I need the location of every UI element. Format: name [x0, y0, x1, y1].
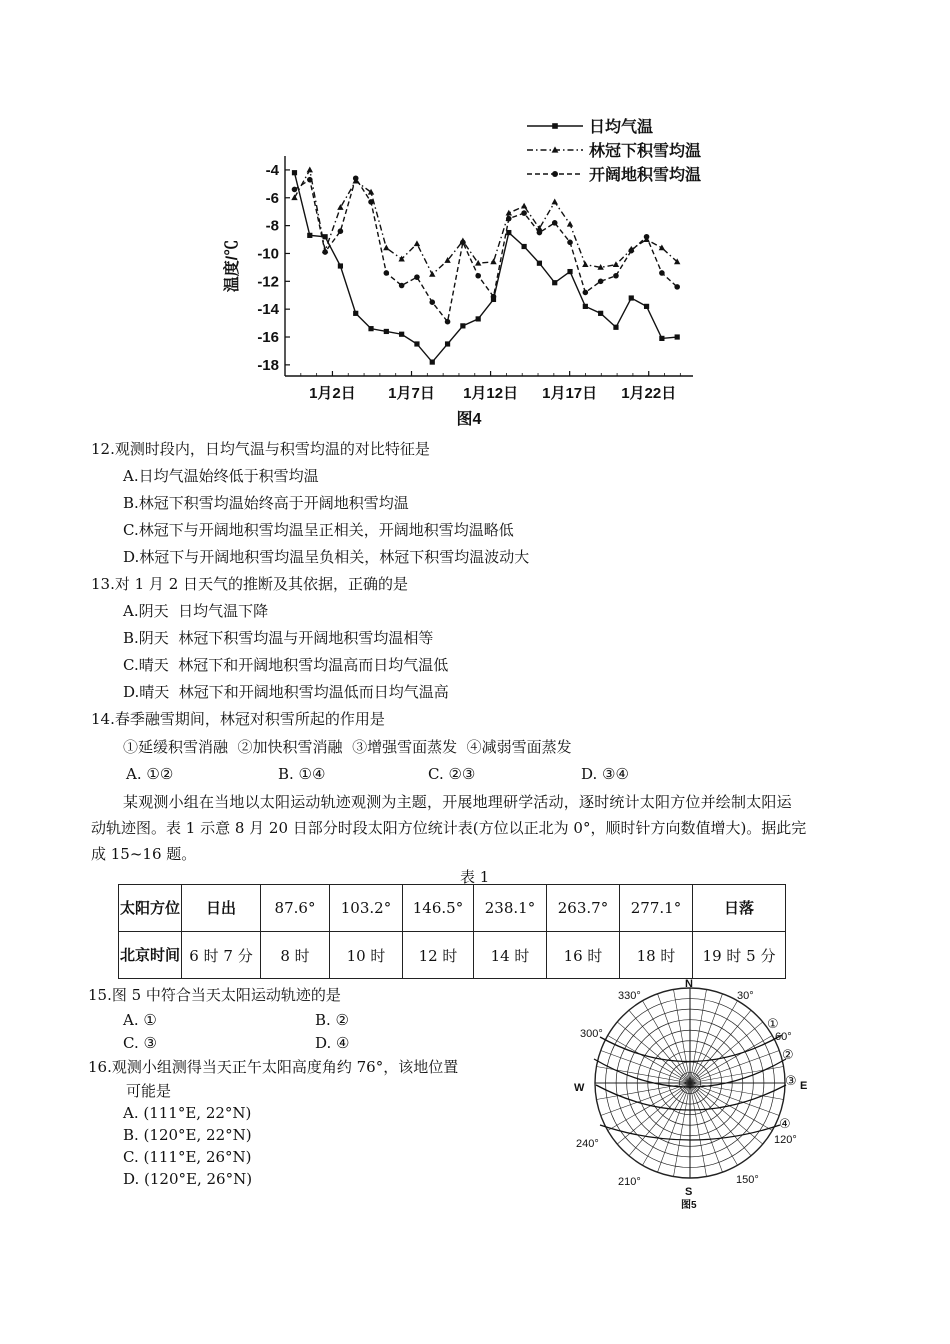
y-tick-label: -14 [257, 301, 279, 319]
legend-marker [552, 123, 558, 129]
data-point [292, 187, 298, 193]
table-cell: 日落 [693, 885, 786, 932]
fig5-label-150: 150° [736, 1174, 759, 1186]
q13-option-d: D.晴天 林冠下和开阔地积雪均温低而日均气温高 [123, 683, 449, 701]
y-tick-label: -16 [257, 329, 279, 347]
data-point [537, 230, 543, 236]
data-point [307, 167, 313, 173]
data-point [291, 194, 297, 200]
data-point [445, 319, 451, 325]
data-point [537, 261, 542, 266]
q15-option-a: A. ① [123, 1011, 157, 1029]
series-line-2 [294, 170, 677, 274]
data-point [552, 280, 557, 285]
table-cell: 6 时 7 分 [182, 932, 261, 979]
data-point [476, 316, 481, 321]
x-tick-label: 1月7日 [388, 385, 435, 402]
q13-stem: 13.对 1 月 2 日天气的推断及其依据，正确的是 [91, 575, 409, 593]
q14-option-d: D. ③④ [581, 765, 629, 783]
q15-option-b: B. ② [315, 1011, 350, 1029]
y-tick-label: -10 [257, 245, 279, 263]
data-point [445, 341, 450, 346]
data-point [598, 311, 603, 316]
legend-label: 日均气温 [589, 119, 654, 136]
x-tick-label: 1月17日 [542, 385, 598, 402]
fig5-track-label-1: ① [767, 1017, 779, 1032]
q15-option-c: C. ③ [123, 1034, 157, 1052]
data-point [521, 210, 527, 216]
table1 [118, 884, 786, 979]
table-cell: 8 时 [261, 932, 330, 979]
data-point [323, 234, 328, 239]
data-point [582, 261, 588, 267]
fig5-label-210: 210° [618, 1176, 641, 1188]
y-tick-label: -8 [265, 217, 279, 235]
data-point [506, 210, 512, 216]
data-point [307, 177, 313, 183]
table-cell: 87.6° [261, 885, 330, 932]
q16-option-c: C. (111°E, 26°N) [123, 1148, 252, 1166]
table1-caption: 表 1 [460, 868, 490, 886]
data-point [628, 248, 634, 254]
figure5-sun-path-diagram [560, 975, 820, 1215]
data-point [490, 258, 496, 264]
data-point [659, 270, 665, 276]
y-axis-label: 温度/℃ [224, 239, 241, 293]
data-point [414, 341, 419, 346]
data-point [460, 240, 466, 246]
legend-marker [552, 171, 558, 177]
table-cell: 19 时 5 分 [693, 932, 786, 979]
y-tick-label: -12 [257, 273, 279, 291]
fig5-label-n: N [685, 978, 693, 990]
data-point [613, 261, 619, 267]
data-point [491, 294, 497, 300]
data-point [659, 336, 664, 341]
table-cell: 146.5° [403, 885, 474, 932]
q12-stem: 12.观测时段内，日均气温与积雪均温的对比特征是 [91, 440, 430, 458]
q12-option-b: B.林冠下积雪均温始终高于开阔地积雪均温 [123, 494, 409, 512]
data-point [368, 199, 374, 205]
intro-line-2: 动轨迹图。表 1 示意 8 月 20 日部分时段太阳方位统计表(方位以正北为 0°，顺时针方向数值增大)。据此完 [91, 819, 807, 837]
table-cell: 14 时 [474, 932, 547, 979]
q16-option-b: B. (120°E, 22°N) [123, 1126, 252, 1144]
data-point [383, 244, 389, 250]
table-header-time: 北京时间 [119, 932, 182, 979]
table-cell: 277.1° [620, 885, 693, 932]
q16-stem-cont: 可能是 [126, 1082, 172, 1100]
fig5-label-30: 30° [737, 990, 754, 1002]
fig5-caption: 图5 [681, 1200, 697, 1211]
table-cell: 10 时 [330, 932, 403, 979]
table-cell: 16 时 [547, 932, 620, 979]
q14-option-a: A. ①② [126, 765, 174, 783]
data-point [552, 220, 558, 226]
data-point [307, 233, 312, 238]
q13-option-a: A.阴天 日均气温下降 [123, 602, 269, 620]
data-point [460, 323, 465, 328]
fig5-label-300: 300° [580, 1028, 603, 1040]
fig5-track-label-4: ④ [779, 1117, 791, 1132]
data-point [644, 234, 650, 240]
intro-line-1: 某观测小组在当地以太阳运动轨迹观测为主题，开展地理研学活动，逐时统计太阳方位并绘制太阳运 [123, 793, 792, 811]
data-point [506, 216, 512, 222]
data-point [414, 274, 420, 280]
data-point [353, 311, 358, 316]
q12-option-d: D.林冠下与开阔地积雪均温呈负相关，林冠下积雪均温波动大 [123, 548, 530, 566]
data-point [629, 295, 634, 300]
data-point [322, 249, 328, 255]
data-point [414, 240, 420, 246]
data-point [522, 244, 527, 249]
data-point [338, 263, 343, 268]
data-point [613, 273, 619, 279]
y-tick-label: -18 [257, 356, 279, 374]
q16-option-d: D. (120°E, 26°N) [123, 1170, 253, 1188]
data-point [384, 270, 390, 276]
y-tick-label: -6 [265, 189, 279, 207]
data-point [429, 271, 435, 277]
data-point [674, 284, 680, 290]
x-tick-label: 1月22日 [621, 385, 677, 402]
q12-option-a: A.日均气温始终低于积雪均温 [123, 467, 319, 485]
chart-title: 图4 [456, 411, 482, 428]
q13-option-b: B.阴天 林冠下积雪均温与开阔地积雪均温相等 [123, 629, 434, 647]
q14-stem: 14.春季融雪期间，林冠对积雪所起的作用是 [91, 710, 385, 728]
data-point [368, 189, 374, 195]
fig5-label-w: W [574, 1082, 585, 1094]
data-point [475, 260, 481, 266]
data-point [583, 290, 589, 296]
data-point [399, 332, 404, 337]
series-line-1 [294, 173, 677, 362]
table-header-azimuth: 太阳方位 [119, 885, 182, 932]
fig5-label-330: 330° [618, 990, 641, 1002]
legend-label: 开阔地积雪均温 [589, 167, 702, 184]
y-tick-label: -4 [265, 161, 279, 179]
data-point [675, 334, 680, 339]
table-cell: 18 时 [620, 932, 693, 979]
data-point [567, 221, 573, 227]
q15-option-d: D. ④ [315, 1034, 350, 1052]
data-point [583, 304, 588, 309]
figure4-chart [215, 108, 735, 430]
data-point [368, 326, 373, 331]
q12-option-c: C.林冠下与开阔地积雪均温呈正相关，开阔地积雪均温略低 [123, 521, 514, 539]
fig5-label-120: 120° [774, 1134, 797, 1146]
data-point [384, 329, 389, 334]
table-cell: 12 时 [403, 932, 474, 979]
fig5-label-60: 60° [775, 1031, 792, 1043]
intro-line-3: 成 15~16 题。 [91, 845, 197, 863]
table-cell: 263.7° [547, 885, 620, 932]
q13-option-c: C.晴天 林冠下和开阔地积雪均温高而日均气温低 [123, 656, 449, 674]
sun-track-1 [600, 1035, 782, 1062]
x-tick-label: 1月12日 [463, 385, 519, 402]
fig5-label-e: E [800, 1080, 808, 1092]
table-cell: 103.2° [330, 885, 403, 932]
legend-label: 林冠下积雪均温 [589, 143, 702, 160]
data-point [475, 273, 481, 279]
data-point [521, 203, 527, 209]
q15-stem: 15.图 5 中符合当天太阳运动轨迹的是 [88, 986, 341, 1004]
x-tick-label: 1月2日 [309, 385, 356, 402]
q14-option-b: B. ①④ [278, 765, 326, 783]
data-point [338, 228, 344, 234]
q16-option-a: A. (111°E, 22°N) [123, 1104, 252, 1122]
data-point [399, 283, 405, 289]
data-point [567, 240, 573, 246]
data-point [613, 325, 618, 330]
fig5-label-s: S [685, 1186, 693, 1198]
data-point [567, 269, 572, 274]
q14-items: ①延缓积雪消融 ②加快积雪消融 ③增强雪面蒸发 ④减弱雪面蒸发 [123, 738, 572, 756]
data-point [353, 175, 359, 181]
fig5-track-label-3: ③ [785, 1074, 797, 1089]
data-point [429, 299, 435, 305]
fig5-track-label-2: ② [782, 1048, 794, 1063]
data-point [552, 199, 558, 205]
table-row [119, 885, 786, 932]
data-point [292, 170, 297, 175]
data-point [598, 279, 604, 285]
data-point [430, 359, 435, 364]
data-point [644, 304, 649, 309]
table-row [119, 932, 786, 979]
table-cell: 日出 [182, 885, 261, 932]
q16-stem: 16.观测小组测得当天正午太阳高度角约 76°，该地位置 [88, 1058, 459, 1076]
table-cell: 238.1° [474, 885, 547, 932]
fig5-label-240: 240° [576, 1138, 599, 1150]
q14-option-c: C. ②③ [428, 765, 476, 783]
